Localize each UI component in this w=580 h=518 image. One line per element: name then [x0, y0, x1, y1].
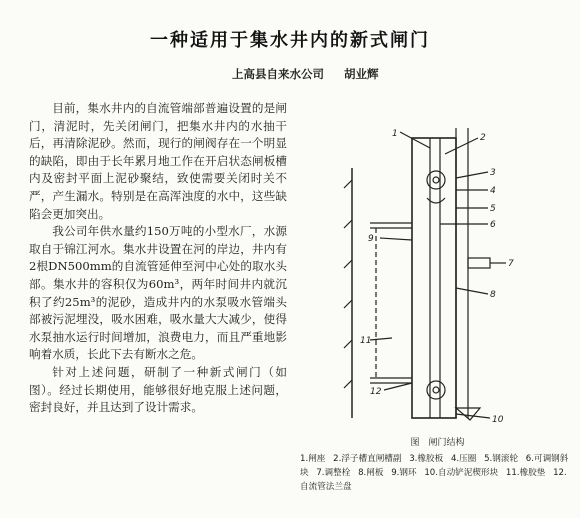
callout-7: 7	[508, 259, 514, 269]
caption-title: 图 闸门结构	[410, 438, 465, 448]
legend-item: 10.自动铲泥楔形块	[424, 468, 499, 478]
legend-item: 7.调整栓	[316, 468, 351, 478]
article-body	[29, 100, 287, 417]
callout-12: 12	[370, 387, 382, 397]
legend-item: 9.钢环	[391, 468, 417, 478]
paragraph: 针对上述问题，研制了一种新式闸门（如图）。经过长期使用，能够很好地克服上述问题，密封良好，并且达到了设计需求。	[29, 364, 287, 415]
callout-8: 8	[490, 290, 496, 300]
author: 胡业辉	[344, 67, 379, 81]
legend-item: 6.可调钢斜块	[300, 454, 569, 478]
gate-drawing	[330, 128, 540, 428]
legend-item: 5.钢滚轮	[484, 454, 519, 464]
paragraph: 目前，集水井内的自流管端部普遍设置的是闸门，清泥时，先关闭闸门，把集水井内的水抽干后，再清除泥砂。然而，现行的闸阀存在一个明显的缺陷，即由于长年累月地工作在开启状态闸板槽内及密封平面上泥砂聚结，致使需要关闭时关不严，产生漏水。特别是在高浑浊度的水中，这些缺陷会更加突出。	[29, 101, 287, 221]
byline	[232, 66, 395, 82]
callout-11: 11	[360, 336, 372, 346]
legend-item: 2.浮子槽直闸槽副	[333, 454, 402, 464]
affiliation: 上高县自来水公司	[232, 67, 324, 81]
callout-10: 10	[492, 415, 504, 425]
callout-6: 6	[490, 220, 496, 230]
callout-2: 2	[480, 133, 486, 143]
legend-item: 8.闸板	[358, 468, 384, 478]
callout-5: 5	[490, 204, 496, 214]
callout-4: 4	[490, 186, 496, 196]
legend-item: 12.自流管法兰盘	[300, 468, 567, 492]
callout-1: 1	[392, 129, 398, 139]
gate-structure-figure	[330, 128, 540, 428]
callout-9: 9	[368, 234, 374, 244]
callout-3: 3	[490, 168, 496, 178]
article-title: 一种适用于集水井内的新式闸门	[150, 30, 430, 51]
paragraph: 我公司年供水量约150万吨的小型水厂，水源取自于锦江河水。集水井设置在河的岸边，井内有2根DN500mm的自流管延伸至河中心处的取水头部。集水井的容积仅为60m³，两年时间井内就沉积了约25m³的泥砂，造成井内的水泵吸水管端头部被污泥埋没，吸水困难，吸水量大大减少，使得水泵抽水运行时间增加，浪费电力，而且严重地影响着水质，长此下去有断水之危。	[29, 224, 287, 362]
figure-legend	[300, 454, 568, 492]
legend-item: 3.橡胶板	[409, 454, 444, 464]
legend-item: 11.橡胶垫	[505, 468, 546, 478]
legend-item: 4.压圈	[450, 454, 477, 464]
figure-caption	[300, 436, 575, 494]
legend-item: 1.闸座	[300, 454, 326, 464]
